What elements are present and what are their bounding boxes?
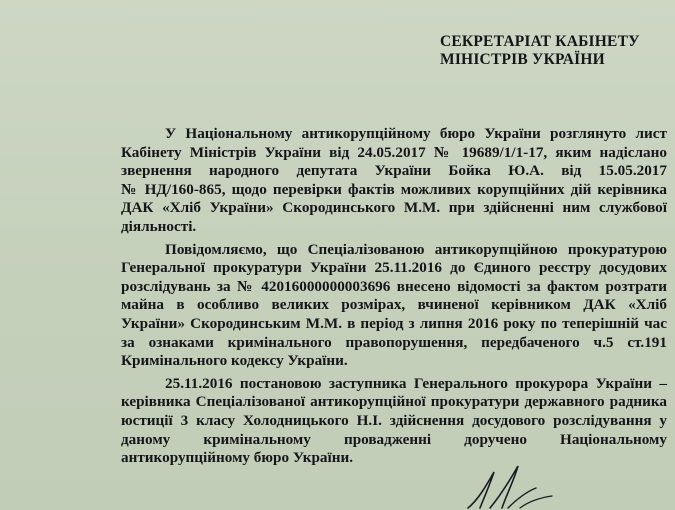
text-line: Повідомляємо, що Спеціалізованою антикорупційною прокуратурою — [165, 240, 667, 258]
text-line: 25.11.2016 постановою заступника Генерального прокурора України – — [165, 374, 667, 392]
addressee-block — [440, 33, 670, 69]
text-line: України» Скородинським М.М. в період з липня 2016 року по теперішній час — [121, 314, 667, 332]
text-line: діяльності. — [121, 217, 197, 235]
text-line: майна в особливо великих розмірах, вчиненої керівником ДАК «Хліб — [121, 296, 667, 314]
text-line: за ознаками кримінального правопорушення, передбаченого ч.5 ст.191 — [121, 333, 667, 351]
addressee-line-2: МІНІСТРІВ УКРАЇНИ — [440, 51, 605, 68]
paragraph-registration — [121, 241, 667, 371]
text-line: розслідувань за № 42016000000003696 внесено відомості за фактом розтрати — [121, 277, 667, 295]
addressee-line-1: СЕКРЕТАРІАТ КАБІНЕТУ — [440, 33, 640, 50]
text-line: звернення народного депутата України Бойка Ю.А. від 15.05.2017 — [121, 162, 667, 180]
text-line: ДАК «Хліб України» Скородинського М.М. при здійсненні ним службової — [121, 199, 667, 217]
paragraph-review — [121, 125, 667, 237]
text-line: Кабінету Міністрів України від 24.05.2017 № 19689/1/1-17, яким надіслано — [121, 143, 667, 161]
text-line: керівника Спеціалізованої антикорупційної прокуратури державного радника — [121, 393, 667, 411]
letter-body — [121, 125, 667, 472]
text-line: У Національному антикорупційному бюро України розглянуто лист — [165, 125, 667, 142]
text-line: № НД/160-865, щодо перевірки фактів можливих корупційних дій керівника — [121, 180, 667, 198]
text-line: Генеральної прокуратури України 25.11.2016 до Єдиного реєстру досудових — [121, 259, 667, 277]
paragraph-assignment — [121, 375, 667, 468]
signature-scribble — [460, 462, 570, 510]
text-line: антикорупційному бюро України. — [121, 449, 354, 467]
text-line: Кримінального кодексу України. — [121, 352, 348, 370]
text-line: даному кримінальному провадженні доручено Національному — [121, 430, 667, 448]
text-line: юстиції 3 класу Холодницького Н.І. здійснення досудового розслідування у — [121, 411, 667, 429]
